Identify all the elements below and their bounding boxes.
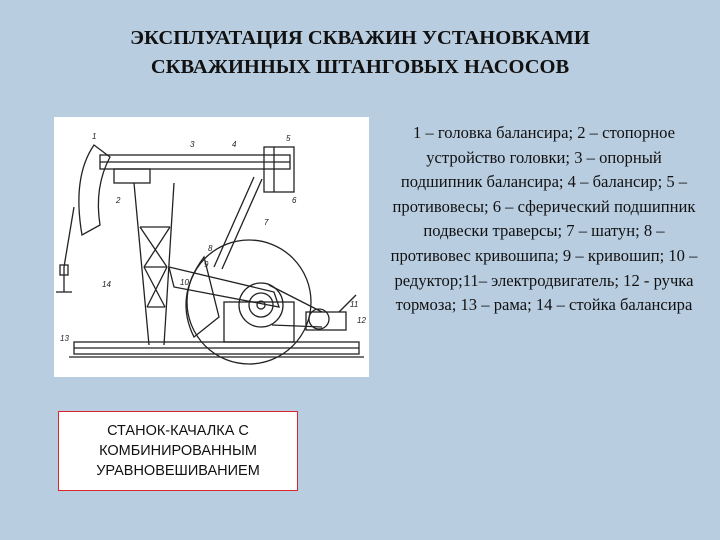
label-9: 9 [204,260,209,269]
label-3: 3 [190,140,195,149]
caption-box: СТАНОК-КАЧАЛКА С КОМБИНИРОВАННЫМ УРАВНОВЕШИВАНИЕМ [58,411,298,491]
label-13: 13 [60,334,69,343]
label-6: 6 [292,196,297,205]
label-2: 2 [116,196,121,205]
label-12: 12 [357,316,366,325]
label-11: 11 [350,300,359,309]
label-14: 14 [102,280,111,289]
label-5: 5 [286,134,291,143]
slide-title: ЭКСПЛУАТАЦИЯ СКВАЖИН УСТАНОВКАМИ СКВАЖИННЫХ ШТАНГОВЫХ НАСОСОВ [130,27,590,78]
component-legend: 1 – головка балансира; 2 – стопорное устройство головки; 3 – опорный подшипник балансира; 4 – балансир; 5 – противовесы; 6 – сферический подшипник подвески траверсы; 7 – шатун; 8 – противовес кривошипа; 9 – кривошип; 10 – редуктор;11– электродвигатель; 12 - ручка тормоза; 13 – рама; 14 – стойка балансира [390,123,698,315]
label-10: 10 [180,278,189,287]
pump-jack-drawing [54,117,369,377]
label-7: 7 [264,218,269,227]
label-4: 4 [232,140,237,149]
pump-jack-diagram [54,117,369,377]
label-1: 1 [92,132,97,141]
label-8: 8 [208,244,213,253]
